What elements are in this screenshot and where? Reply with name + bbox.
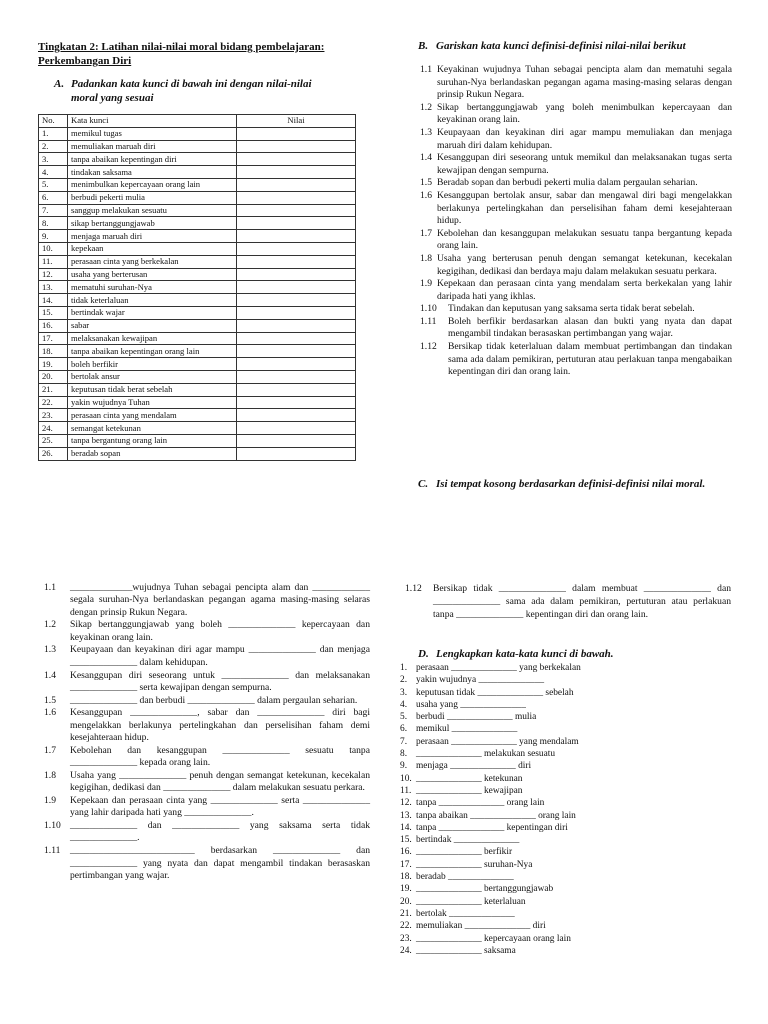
table-row <box>39 127 356 140</box>
row-number: 4. <box>39 166 68 179</box>
row-number: 13. <box>39 281 68 294</box>
item-text: Tindakan dan keputusan yang saksama serta tidak berat sebelah. <box>448 303 695 315</box>
item-number: 21. <box>400 908 412 919</box>
table-row <box>39 166 356 179</box>
row-value-cell[interactable] <box>237 409 356 422</box>
item-number: 18. <box>400 872 412 883</box>
section-b-letter: B. <box>418 40 429 52</box>
table-row <box>39 242 356 255</box>
row-keyword: tindakan saksama <box>68 166 237 179</box>
item-number: 1.12 <box>420 341 437 353</box>
row-number: 26. <box>39 447 68 460</box>
item-text: tanpa ______________ orang lain <box>416 798 545 809</box>
table-row <box>39 447 356 460</box>
keyword-item <box>400 748 720 760</box>
row-value-cell[interactable] <box>237 166 356 179</box>
row-number: 9. <box>39 230 68 243</box>
keyword-item <box>400 846 720 858</box>
item-number: 1.8 <box>420 252 432 264</box>
item-number: 5. <box>400 712 408 723</box>
table-row <box>39 409 356 422</box>
item-number: 6. <box>400 724 408 735</box>
item-text: perasaan ______________ yang mendalam <box>416 736 579 747</box>
definition-item <box>420 341 732 379</box>
item-text: Kepekaan dan perasaan cinta yang mendalam serta berkekalan yang lahir daripada hati yang ikhlas. <box>437 278 732 302</box>
row-keyword: bertolak ansur <box>68 370 237 383</box>
item-text: Boleh berfikir berdasarkan alasan dan bukti yang nyata dan dapat mengambil tindakan berasaskan pertimbangan yang wajar. <box>448 315 732 340</box>
row-value-cell[interactable] <box>237 230 356 243</box>
row-value-cell[interactable] <box>237 242 356 255</box>
header-line-1: Tingkatan 2: Latihan nilai-nilai moral bidang pembelajaran: <box>38 41 325 53</box>
keyword-item <box>400 797 720 809</box>
keyword-item <box>400 773 720 785</box>
column-header-value: Nilai <box>237 115 356 128</box>
item-text: Sikap bertanggungjawab yang boleh ______________ kepercayaan dan keyakinan orang lain. <box>70 619 370 643</box>
row-value-cell[interactable] <box>237 396 356 409</box>
item-number: 13. <box>400 810 412 821</box>
row-number: 8. <box>39 217 68 230</box>
item-number: 4. <box>400 699 408 710</box>
keyword-item <box>400 674 720 686</box>
table-row <box>39 434 356 447</box>
table-row <box>39 255 356 268</box>
item-number: 15. <box>400 835 412 846</box>
item-number: 20. <box>400 896 412 907</box>
section-b-definitions <box>420 64 732 379</box>
item-text: ______________ keterlaluan <box>416 896 526 907</box>
item-number: 1.9 <box>420 278 432 290</box>
keyword-item <box>400 723 720 735</box>
item-text: menjaga ______________ diri <box>416 761 532 772</box>
item-number: 1.4 <box>44 669 56 681</box>
item-text: Kesanggupan diri seseorang untuk memikul dan melaksanakan tugas serta kewajipan dengan sempurna. <box>437 152 732 176</box>
row-value-cell[interactable] <box>237 434 356 447</box>
item-number: 1.8 <box>44 769 56 781</box>
fill-in-item <box>44 695 370 707</box>
row-keyword: tanpa abaikan kepentingan orang lain <box>68 345 237 358</box>
item-text: Bersikap tidak keterlaluan dalam membuat pertimbangan dan tindakan sama ada dalam pemikiran, pertuturan atau perlakuan tanpa mengabaikan kepentingan diri dan orang lain. <box>448 341 732 378</box>
row-keyword: memuliakan maruah diri <box>68 140 237 153</box>
section-d-keyword-list <box>400 662 720 957</box>
definition-item <box>420 228 732 253</box>
row-number: 23. <box>39 409 68 422</box>
keyword-item <box>400 711 720 723</box>
item-number: 1.5 <box>420 177 432 189</box>
item-number: 12. <box>400 798 412 809</box>
section-a-title-line-1: Padankan kata kunci di bawah ini dengan nilai-nilai <box>71 78 312 90</box>
keyword-item <box>400 920 720 932</box>
item-number: 2. <box>400 675 408 686</box>
row-keyword: menjaga maruah diri <box>68 230 237 243</box>
item-text: bertindak ______________ <box>416 835 520 846</box>
row-number: 11. <box>39 255 68 268</box>
table-row <box>39 153 356 166</box>
section-a-title <box>54 77 354 105</box>
header-line-2: Perkembangan Diri <box>38 55 132 67</box>
row-value-cell[interactable] <box>237 204 356 217</box>
item-text: Usaha yang ______________ penuh dengan semangat ketekunan, kecekalan kegigihan, dedikasi dan ______________ dalam melakukan sesuatu perkara. <box>70 769 370 794</box>
table-row <box>39 294 356 307</box>
table-row <box>39 191 356 204</box>
item-text: perasaan ______________ yang berkekalan <box>416 663 581 673</box>
item-text: berbudi ______________ mulia <box>416 712 537 723</box>
fill-in-item <box>44 845 370 882</box>
row-keyword: semangat ketekunan <box>68 422 237 435</box>
item-text: ______________ kewajipan <box>416 785 523 796</box>
item-number: 8. <box>400 749 408 760</box>
item-number: 1.10 <box>44 820 61 832</box>
item-text: bertolak ______________ <box>416 908 515 919</box>
row-keyword: sabar <box>68 319 237 332</box>
table-row <box>39 306 356 319</box>
table-row <box>39 140 356 153</box>
row-keyword: tanpa bergantung orang lain <box>68 434 237 447</box>
fill-in-item <box>44 820 370 845</box>
table-row <box>39 358 356 371</box>
worksheet-header <box>38 40 378 68</box>
keyword-item <box>400 810 720 822</box>
item-text: Beradab sopan dan berbudi pekerti mulia dalam pergaulan seharian. <box>437 177 698 189</box>
definition-item <box>420 190 732 228</box>
section-d-title-text: Lengkapkan kata-kata kunci di bawah. <box>436 648 614 660</box>
row-keyword: melaksanakan kewajipan <box>68 332 237 345</box>
row-value-cell[interactable] <box>237 383 356 396</box>
item-text: Usaha yang berterusan penuh dengan semangat ketekunan, kecekalan kegigihan, dedikasi dan berdaya maju dalam melakukan sesuatu perkara. <box>437 252 732 277</box>
definition-item <box>420 316 732 341</box>
item-text: Kebolehan dan kesanggupan melakukan sesuatu tanpa bergantung kepada orang lain. <box>437 227 732 252</box>
item-number: 1.11 <box>420 315 437 327</box>
section-d-title <box>418 648 738 660</box>
item-text: ______________ kepercayaan orang lain <box>416 933 571 944</box>
keyword-item <box>400 834 720 846</box>
row-value-cell[interactable] <box>237 153 356 166</box>
row-number: 15. <box>39 306 68 319</box>
item-number: 23. <box>400 933 412 944</box>
row-value-cell[interactable] <box>237 370 356 383</box>
table-row <box>39 281 356 294</box>
item-number: 1.2 <box>44 619 56 631</box>
item-text: __________________________ berdasarkan ______________ dan ______________ yang nyata dan dapat mengambil tindakan berasaskan pertimbangan yang wajar. <box>70 845 370 881</box>
row-keyword: sikap bertanggungjawab <box>68 217 237 230</box>
item-text: Keyakinan wujudnya Tuhan sebagai pencipta alam dan mematuhi segala suruhan-Nya berlandaskan pegangan agama masing-masing selaras dengan prinsip Rukun Negara. <box>437 64 732 101</box>
item-text: Kesanggupan diri seseorang untuk ______________ dan melaksanakan ______________ serta kewajipan dengan sempurna. <box>70 669 370 693</box>
item-number: 11. <box>400 785 412 796</box>
definition-item <box>420 102 732 127</box>
item-number: 1.1 <box>420 64 432 75</box>
table-row <box>39 204 356 217</box>
item-text: beradab ______________ <box>416 872 514 883</box>
keyword-table <box>38 114 356 461</box>
section-c-letter: C. <box>418 478 429 490</box>
section-c-fill-in-list <box>44 582 370 883</box>
section-a-letter: A. <box>54 78 65 90</box>
row-number: 19. <box>39 358 68 371</box>
keyword-item <box>400 896 720 908</box>
table-row <box>39 217 356 230</box>
item-number: 1.3 <box>420 126 432 138</box>
definition-item <box>420 303 732 316</box>
keyword-item <box>400 933 720 945</box>
section-a-title-line-2: moral yang sesuai <box>71 92 154 104</box>
row-number: 6. <box>39 191 68 204</box>
item-number: 1.2 <box>420 101 432 113</box>
definition-item <box>420 278 732 303</box>
table-header-row <box>39 115 356 128</box>
row-number: 12. <box>39 268 68 281</box>
row-keyword: boleh berfikir <box>68 358 237 371</box>
keyword-item <box>400 736 720 748</box>
row-number: 24. <box>39 422 68 435</box>
row-number: 18. <box>39 345 68 358</box>
item-number: 1.10 <box>420 303 437 315</box>
row-value-cell[interactable] <box>237 332 356 345</box>
item-number: 1.11 <box>44 845 61 857</box>
row-keyword: bertindak wajar <box>68 306 237 319</box>
row-keyword: berbudi pekerti mulia <box>68 191 237 204</box>
item-text: ______________ melakukan sesuatu <box>416 749 556 760</box>
definition-item <box>420 152 732 177</box>
row-value-cell[interactable] <box>237 217 356 230</box>
row-number: 14. <box>39 294 68 307</box>
item-number: 1. <box>400 663 408 673</box>
definition-item <box>420 253 732 278</box>
fill-in-item <box>44 745 370 770</box>
item-text: ______________ ketekunan <box>416 773 523 784</box>
item-number: 16. <box>400 847 412 858</box>
definition-item <box>420 127 732 152</box>
item-text: usaha yang ______________ <box>416 699 526 710</box>
row-value-cell[interactable] <box>237 178 356 191</box>
item-number: 3. <box>400 687 408 698</box>
row-value-cell[interactable] <box>237 294 356 307</box>
item-text: Keupayaan dan keyakinan diri agar mampu ______________ dan menjaga ______________ dalam kehidupan. <box>70 644 370 668</box>
row-keyword: beradab sopan <box>68 447 237 460</box>
table-row <box>39 268 356 281</box>
item-number: 1.7 <box>44 744 56 756</box>
item-text: Kesanggupan bertolak ansur, sabar dan mengawal diri bagi mengelakkan berlakunya pertelingkahan dan perselisihan faham demi kesejahteraan hidup. <box>437 189 732 227</box>
fill-in-item <box>44 619 370 644</box>
item-number: 17. <box>400 859 412 870</box>
item-text: yakin wujudnya ______________ <box>416 675 545 686</box>
row-value-cell[interactable] <box>237 255 356 268</box>
row-value-cell[interactable] <box>237 127 356 140</box>
keyword-item <box>400 699 720 711</box>
fill-in-item <box>44 707 370 744</box>
row-keyword: menimbulkan kepercayaan orang lain <box>68 178 237 191</box>
item-text: tanpa ______________ kepentingan diri <box>416 822 568 833</box>
keyword-item <box>400 822 720 834</box>
fill-in-item <box>44 670 370 695</box>
row-value-cell[interactable] <box>237 268 356 281</box>
table-row <box>39 383 356 396</box>
row-number: 5. <box>39 178 68 191</box>
row-keyword: tidak keterlaluan <box>68 294 237 307</box>
section-d-letter: D. <box>418 648 429 660</box>
item-number: 22. <box>400 921 412 932</box>
row-number: 1. <box>39 127 68 140</box>
keyword-item <box>400 859 720 871</box>
row-keyword: keputusan tidak berat sebelah <box>68 383 237 396</box>
item-number: 1.6 <box>44 707 56 719</box>
item-text: Kesanggupan ______________, sabar dan ______________ diri bagi mengelakkan berlakunya pertelingkahan dan perselisihan faham demi kesejahteraan hidup. <box>70 707 370 744</box>
item-text: Keupayaan dan keyakinan diri agar mampu memuliakan dan menjaga maruah diri dalam kehidupan. <box>437 126 732 151</box>
row-number: 7. <box>39 204 68 217</box>
row-number: 21. <box>39 383 68 396</box>
item-number: 7. <box>400 736 408 747</box>
row-keyword: kepekaan <box>68 242 237 255</box>
item-text: Kepekaan dan perasaan cinta yang ______________ serta ______________ yang lahir daripada hati yang ______________. <box>70 795 370 819</box>
row-keyword: sanggup melakukan sesuatu <box>68 204 237 217</box>
item-text: Sikap bertanggungjawab yang boleh menimbulkan kepercayaan dan keyakinan orang lain. <box>437 101 732 126</box>
item-text: memikul ______________ <box>416 724 518 735</box>
row-number: 20. <box>39 370 68 383</box>
row-number: 22. <box>39 396 68 409</box>
section-b-title <box>418 40 738 52</box>
item-text: ______________ berfikir <box>416 847 513 858</box>
item-number: 1.1 <box>44 582 56 593</box>
row-keyword: tanpa abaikan kepentingan diri <box>68 153 237 166</box>
item-number: 1.9 <box>44 795 56 807</box>
row-number: 17. <box>39 332 68 345</box>
section-c-item-12 <box>405 582 731 621</box>
row-keyword: usaha yang berterusan <box>68 268 237 281</box>
row-value-cell[interactable] <box>237 422 356 435</box>
table-row <box>39 178 356 191</box>
fill-in-item <box>44 582 370 619</box>
item-text: Kebolehan dan kesanggupan ______________ sesuatu tanpa ______________ kepada orang lain. <box>70 744 370 769</box>
column-header-no: No. <box>39 115 68 128</box>
table-row <box>39 370 356 383</box>
item-text: ______________ saksama <box>416 945 516 956</box>
item-text: ______________ bertanggungjawab <box>416 884 554 895</box>
column-header-keyword: Kata kunci <box>68 115 237 128</box>
row-value-cell[interactable] <box>237 281 356 294</box>
item-number: 24. <box>400 945 412 956</box>
row-keyword: mematuhi suruhan-Nya <box>68 281 237 294</box>
row-value-cell[interactable] <box>237 358 356 371</box>
item-number: 10. <box>400 773 412 784</box>
row-number: 2. <box>39 140 68 153</box>
item-text: memuliakan ______________ diri <box>416 921 546 932</box>
item-number: 1.3 <box>44 644 56 656</box>
row-value-cell[interactable] <box>237 191 356 204</box>
item-text: keputusan tidak ______________ sebelah <box>416 687 574 698</box>
row-keyword: memikul tugas <box>68 127 237 140</box>
keyword-item <box>400 945 720 957</box>
fill-in-item <box>44 770 370 795</box>
item-text: ______________ dan berbudi ______________ dalam pergaulan seharian. <box>70 694 358 706</box>
item-number: 9. <box>400 761 408 772</box>
row-value-cell[interactable] <box>237 140 356 153</box>
keyword-item <box>400 883 720 895</box>
section-c-title <box>418 478 738 490</box>
table-row <box>39 422 356 435</box>
item-text: ______________ suruhan-Nya <box>416 859 533 870</box>
keyword-item <box>400 760 720 772</box>
keyword-item <box>400 871 720 883</box>
item-number: 1.12 <box>405 583 422 594</box>
keyword-item <box>400 908 720 920</box>
keyword-item <box>400 662 720 674</box>
table-row <box>39 396 356 409</box>
definition-item <box>420 64 732 102</box>
item-number: 1.4 <box>420 152 432 164</box>
row-number: 10. <box>39 242 68 255</box>
section-b-title-text: Gariskan kata kunci definisi-definisi nilai-nilai berikut <box>436 40 686 52</box>
table-row <box>39 345 356 358</box>
keyword-item <box>400 785 720 797</box>
table-row <box>39 332 356 345</box>
fill-in-item <box>44 795 370 820</box>
item-number: 19. <box>400 884 412 895</box>
section-c-title-text: Isi tempat kosong berdasarkan definisi-definisi nilai moral. <box>436 478 706 490</box>
row-value-cell[interactable] <box>237 345 356 358</box>
item-text: _____________wujudnya Tuhan sebagai pencipta alam dan ____________ segala suruhan-Nya berlandaskan pegangan agama masing-masing selaras dengan prinsip Rukun Negara. <box>70 582 370 618</box>
definition-item <box>420 177 732 190</box>
item-number: 14. <box>400 822 412 833</box>
table-row <box>39 319 356 332</box>
item-text: Bersikap tidak ______________ dalam membuat ______________ dan ______________ sama ada dalam pemikiran, pertuturan atau perlakuan tanpa ______________ kepentingan diri dan orang lain. <box>433 583 731 620</box>
item-text: tanpa abaikan ______________ orang lain <box>416 810 576 821</box>
item-text: ______________ dan ______________ yang saksama serta tidak ______________. <box>70 820 370 844</box>
row-value-cell[interactable] <box>237 319 356 332</box>
item-number: 1.7 <box>420 227 432 239</box>
row-value-cell[interactable] <box>237 306 356 319</box>
table-row <box>39 230 356 243</box>
row-keyword: perasaan cinta yang berkekalan <box>68 255 237 268</box>
item-number: 1.5 <box>44 694 56 706</box>
keyword-item <box>400 687 720 699</box>
row-number: 16. <box>39 319 68 332</box>
row-number: 3. <box>39 153 68 166</box>
row-number: 25. <box>39 434 68 447</box>
row-keyword: yakin wujudnya Tuhan <box>68 396 237 409</box>
item-number: 1.6 <box>420 189 432 201</box>
row-value-cell[interactable] <box>237 447 356 460</box>
fill-in-item <box>44 644 370 669</box>
row-keyword: perasaan cinta yang mendalam <box>68 409 237 422</box>
